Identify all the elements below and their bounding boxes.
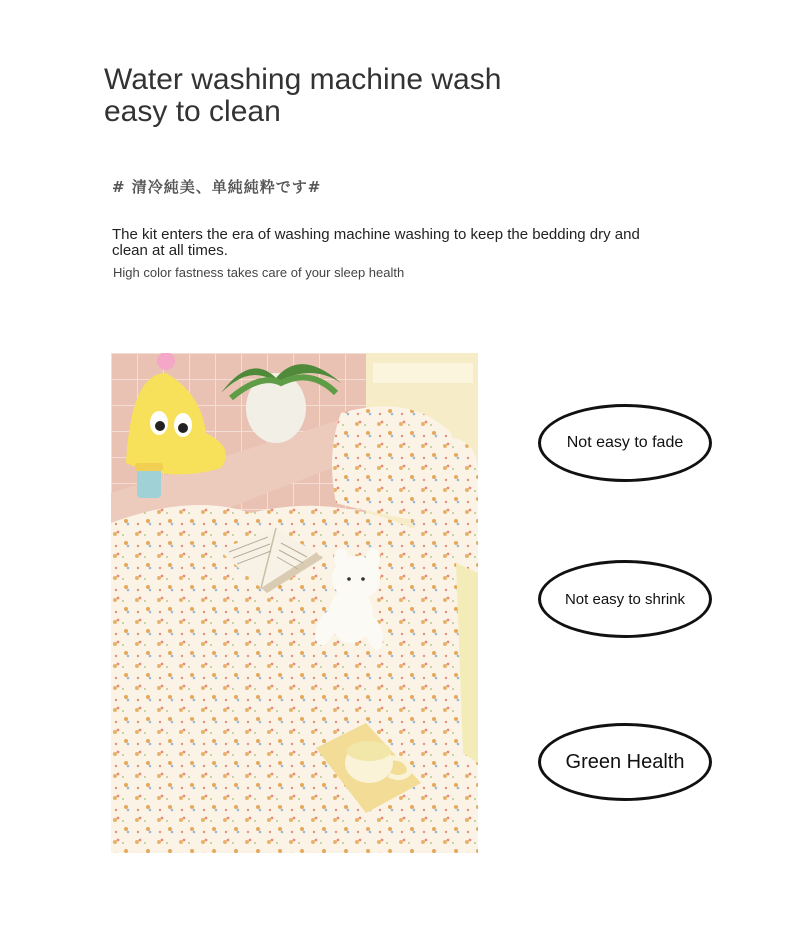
feature-label: Not easy to fade	[566, 434, 684, 451]
page-title: Water washing machine wash easy to clean	[104, 63, 502, 128]
tagline: # 清冷純美、单純純粋です#	[112, 178, 322, 196]
feature-badge-fade	[538, 404, 712, 482]
description-text: The kit enters the era of washing machine washing to keep the bedding dry and clean at all times.	[112, 226, 640, 259]
bedding-photo	[111, 353, 478, 853]
feature-label: Green Health	[565, 750, 685, 773]
feature-label: Not easy to shrink	[564, 590, 686, 608]
subdescription-text: High color fastness takes care of your sleep health	[113, 265, 405, 280]
feature-badge-shrink	[538, 560, 712, 638]
feature-badge-green-health	[538, 723, 712, 801]
